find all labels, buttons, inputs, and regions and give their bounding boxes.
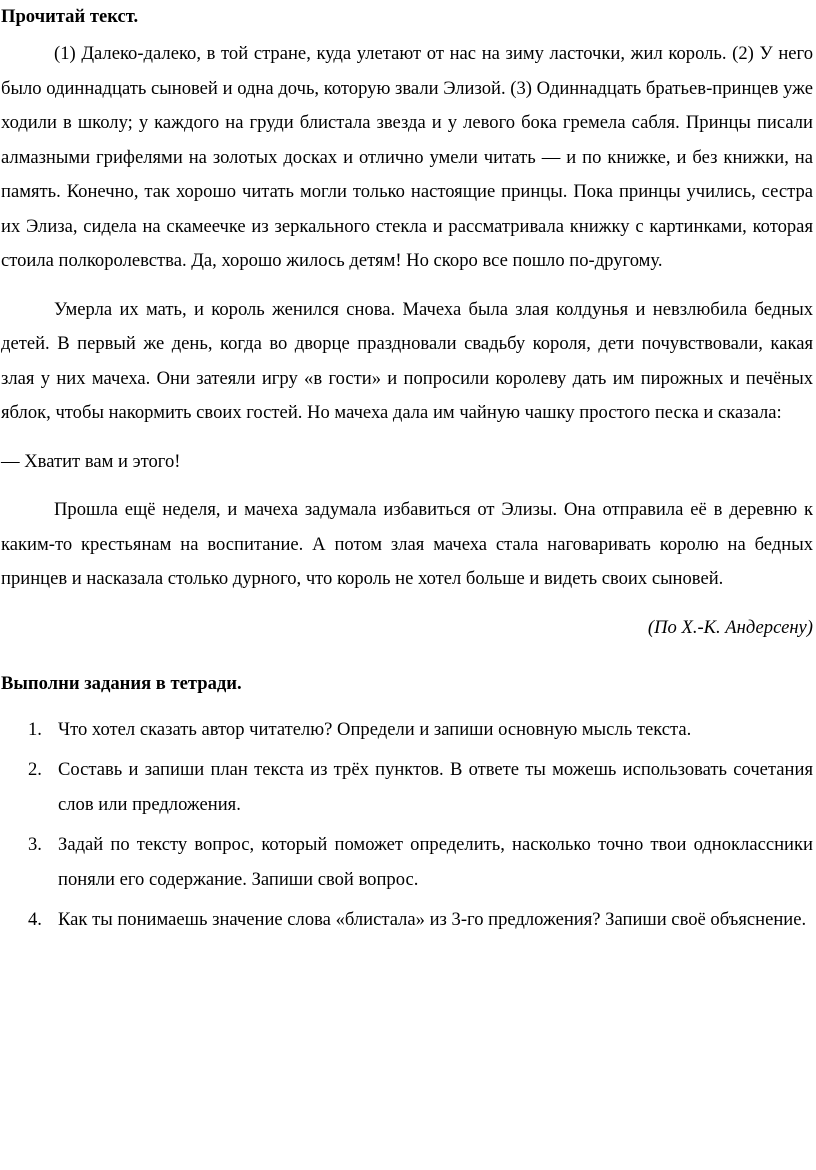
task-item bbox=[1, 903, 813, 938]
task-text: Задай по тексту вопрос, который поможет определить, насколько точно твои одноклассники поняли его содержание. Запиши свой вопрос. bbox=[58, 834, 813, 890]
task-number: 2. bbox=[28, 759, 42, 780]
task-item bbox=[1, 713, 813, 748]
task-number: 4. bbox=[28, 909, 42, 930]
task-text: Как ты понимаешь значение слова «блистала» из 3-го предложения? Запиши своё объяснение. bbox=[58, 909, 807, 930]
task-text: Что хотел сказать автор читателю? Определи и запиши основную мысль текста. bbox=[58, 718, 692, 740]
story-paragraph-3: Прошла ещё неделя, и мачеха задумала избавиться от Элизы. Она отправила её в деревню к каким-то крестьянам на воспитание. А потом злая мачеха стала наговаривать королю на бедных принцев и насказала столько дурного, что король не хотел больше и видеть своих сыновей. bbox=[1, 499, 813, 589]
story-paragraph-1: (1) Далеко-далеко, в той стране, куда улетают от нас на зиму ласточки, жил король. (2) У него было одиннадцать сыновей и одна дочь, которую звали Элизой. (3) Одиннадцать братьев-принцев уже ходили в школу; у каждого на груди блистала звезда и у левого бока гремела сабля. Принцы писали алмазными грифелями на золотых досках и отлично умели читать — и по книжке, и без книжки, на память. Конечно, так хорошо читать могли только настоящие принцы. Пока принцы учились, сестра их Элиза, сидела на скамеечке из зеркального стекла и рассматривала книжку с картинками, которая стоила полкоролевства. Да, хорошо жилось детям! Но скоро все пошло по-другому. bbox=[1, 43, 813, 271]
tasks-heading: Выполни задания в тетради. bbox=[1, 672, 242, 694]
task-number: 1. bbox=[28, 718, 42, 740]
task-list bbox=[1, 713, 813, 938]
task-item bbox=[1, 828, 813, 897]
task-text: Составь и запиши план текста из трёх пунктов. В ответе ты можешь использовать сочетания слов или предложения. bbox=[58, 759, 813, 815]
task-number: 3. bbox=[28, 834, 42, 855]
read-text-heading: Прочитай текст. bbox=[1, 6, 139, 27]
source-attribution: (По Х.-К. Андерсену) bbox=[647, 616, 813, 638]
story-paragraph-2: Умерла их мать, и король женился снова. Мачеха была злая колдунья и невзлюбила бедных детей. В первый же день, когда во дворце праздновали свадьбу короля, дети почувствовали, какая злая у них мачеха. Они затеяли игру «в гости» и попросили королеву дать им пирожных и печёных яблок, чтобы накормить своих гостей. Но мачеха дала им чайную чашку простого песка и сказала: bbox=[1, 298, 813, 423]
story-dialog-line: — Хватит вам и этого! bbox=[1, 450, 181, 472]
task-item bbox=[1, 753, 813, 822]
